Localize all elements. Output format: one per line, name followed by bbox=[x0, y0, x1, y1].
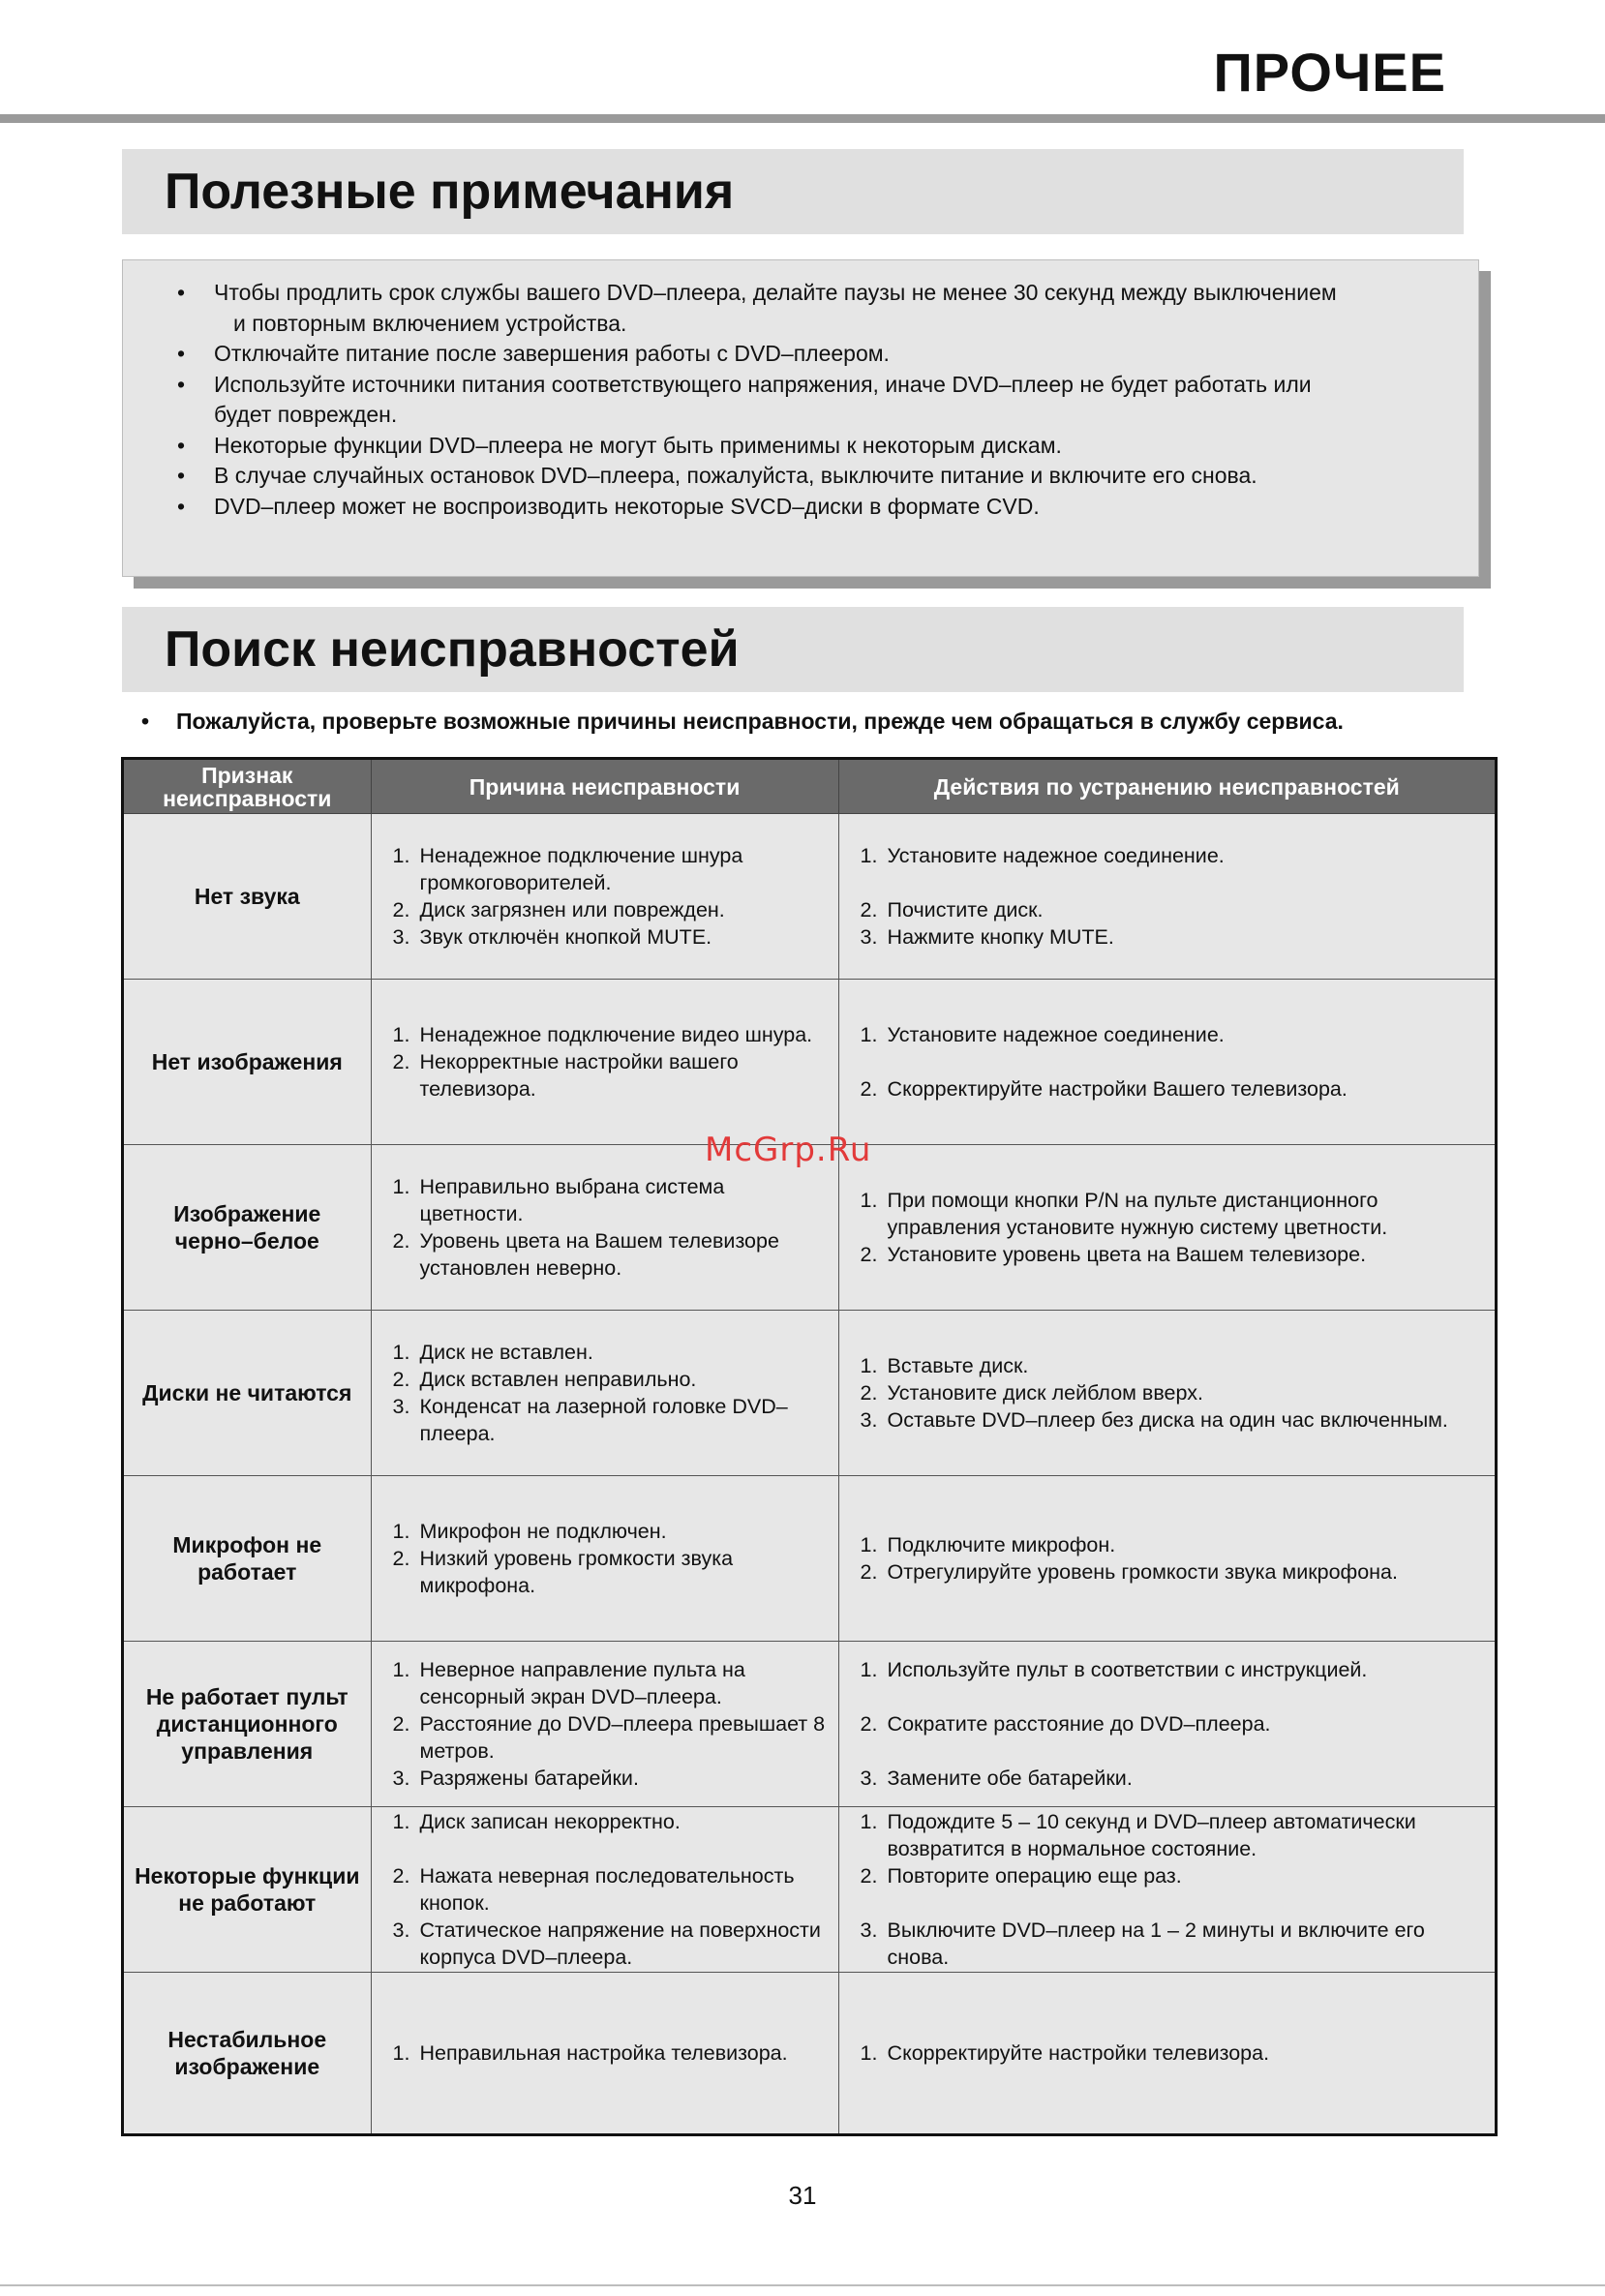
page-number: 31 bbox=[788, 2181, 817, 2210]
item-text: Ненадежное подключение видео шнура. bbox=[419, 1023, 813, 1046]
action-list bbox=[839, 1656, 1495, 1792]
item-text: Почистите диск. bbox=[887, 898, 1044, 921]
list-item bbox=[861, 1021, 1489, 1048]
fault-cause-cell bbox=[371, 1807, 838, 1973]
fault-sign-cell: Микрофон не работает bbox=[123, 1476, 372, 1642]
fault-sign-cell: Нет звука bbox=[123, 814, 372, 980]
item-text: Статическое напряжение на поверхности корпуса DVD–плеера. bbox=[419, 1918, 821, 1969]
note-item-continuation: будет поврежден. bbox=[214, 402, 398, 427]
page-header bbox=[0, 0, 1605, 124]
item-number: 2. bbox=[860, 1243, 878, 1266]
list-item bbox=[393, 1808, 833, 1835]
cause-list bbox=[372, 1339, 838, 1447]
list-item bbox=[393, 1048, 833, 1103]
list-item bbox=[393, 1366, 833, 1393]
action-list bbox=[839, 842, 1495, 951]
action-list bbox=[839, 2039, 1495, 2067]
item-text: Замените обе батарейки. bbox=[887, 1767, 1133, 1790]
table-row bbox=[123, 980, 1497, 1145]
column-header-action: Действия по устранению неисправностей bbox=[838, 759, 1496, 814]
cause-list bbox=[372, 1656, 838, 1792]
item-text: Неправильно выбрана система цветности. bbox=[419, 1175, 725, 1225]
list-item bbox=[393, 1656, 833, 1710]
item-text: Ненадежное подключение шнура громкоговорителей. bbox=[419, 844, 743, 894]
list-item bbox=[393, 1545, 833, 1599]
item-number: 3. bbox=[860, 925, 878, 949]
item-number: 3. bbox=[860, 1918, 878, 1942]
item-number: 1. bbox=[860, 1189, 878, 1212]
note-item-continuation: и повторным включением устройства. bbox=[233, 310, 627, 336]
item-text: Вставьте диск. bbox=[887, 1354, 1029, 1377]
list-item bbox=[393, 1518, 833, 1545]
item-number: 3. bbox=[392, 1395, 410, 1418]
fault-sign-cell: Нестабильное изображение bbox=[123, 1973, 372, 2135]
item-text: Некорректные настройки вашего телевизора. bbox=[419, 1050, 739, 1101]
list-item bbox=[393, 1021, 833, 1048]
item-text: Установите надежное соединение. bbox=[887, 1023, 1225, 1046]
list-item bbox=[861, 1558, 1489, 1586]
list-item bbox=[861, 1917, 1489, 1971]
table-row bbox=[123, 1973, 1497, 2135]
bullet-icon: • bbox=[177, 432, 186, 458]
item-number: 2. bbox=[392, 898, 410, 921]
item-text: Расстояние до DVD–плеера превышает 8 метров. bbox=[419, 1712, 826, 1763]
item-number: 3. bbox=[392, 1767, 410, 1790]
cause-list bbox=[372, 1173, 838, 1282]
item-text: Уровень цвета на Вашем телевизоре установлен неверно. bbox=[419, 1229, 779, 1280]
item-number: 2. bbox=[860, 1077, 878, 1101]
item-text: Установите надежное соединение. bbox=[887, 844, 1225, 867]
item-number: 2. bbox=[860, 1560, 878, 1584]
item-number: 1. bbox=[392, 844, 410, 867]
fault-cause-cell bbox=[371, 814, 838, 980]
list-item bbox=[861, 1656, 1489, 1683]
fault-action-cell bbox=[838, 1311, 1496, 1476]
bullet-icon: • bbox=[177, 371, 186, 397]
list-item bbox=[393, 1227, 833, 1282]
item-number: 1. bbox=[392, 1520, 410, 1543]
cause-list bbox=[372, 842, 838, 951]
trouble-section-title: Поиск неисправностей bbox=[165, 621, 740, 678]
item-number: 2. bbox=[392, 1368, 410, 1391]
list-item bbox=[393, 1862, 833, 1917]
list-item bbox=[861, 1808, 1489, 1862]
note-item: • Чтобы продлить срок службы вашего DVD–плеера, делайте паузы не менее 30 секунд между выключением bbox=[177, 278, 1478, 309]
table-row bbox=[123, 1311, 1497, 1476]
item-text: Нажата неверная последовательность кнопок. bbox=[419, 1864, 795, 1915]
item-number: 1. bbox=[392, 1023, 410, 1046]
item-text: Микрофон не подключен. bbox=[419, 1520, 667, 1543]
list-item bbox=[393, 923, 833, 951]
item-text: Неправильная настройка телевизора. bbox=[419, 2041, 788, 2065]
bullet-icon: • bbox=[177, 280, 186, 305]
item-number: 2. bbox=[860, 898, 878, 921]
list-item bbox=[861, 1075, 1489, 1103]
service-notice bbox=[141, 709, 1344, 735]
fault-cause-cell bbox=[371, 1145, 838, 1311]
fault-action-cell bbox=[838, 1476, 1496, 1642]
item-number: 1. bbox=[392, 1341, 410, 1364]
item-text: Подключите микрофон. bbox=[887, 1533, 1116, 1556]
fault-cause-cell bbox=[371, 980, 838, 1145]
cause-list bbox=[372, 2039, 838, 2067]
table-row bbox=[123, 814, 1497, 980]
bullet-icon: • bbox=[177, 463, 186, 488]
item-number: 3. bbox=[860, 1408, 878, 1432]
cause-list bbox=[372, 1518, 838, 1599]
table-row bbox=[123, 1807, 1497, 1973]
item-number: 2. bbox=[392, 1050, 410, 1073]
item-text: Оставьте DVD–плеер без диска на один час включенным. bbox=[887, 1408, 1448, 1432]
item-text: Разряжены батарейки. bbox=[419, 1767, 639, 1790]
item-text: Используйте пульт в соответствии с инструкцией. bbox=[887, 1658, 1368, 1681]
notes-section-title: Полезные примечания bbox=[165, 164, 735, 220]
fault-action-cell bbox=[838, 980, 1496, 1145]
action-list bbox=[839, 1021, 1495, 1103]
bullet-icon: • bbox=[177, 341, 186, 366]
item-number: 2. bbox=[392, 1864, 410, 1888]
item-number: 3. bbox=[860, 1767, 878, 1790]
list-item bbox=[861, 842, 1489, 869]
notes-list bbox=[123, 260, 1478, 522]
fault-sign-cell: Не работает пульт дистанционного управления bbox=[123, 1642, 372, 1807]
item-text: Неверное направление пульта на сенсорный экран DVD–плеера. bbox=[419, 1658, 745, 1708]
item-number: 1. bbox=[860, 1533, 878, 1556]
note-item: • Отключайте питание после завершения работы с DVD–плеером. bbox=[177, 339, 1478, 370]
item-text: Низкий уровень громкости звука микрофона. bbox=[419, 1547, 734, 1597]
item-text: Установите уровень цвета на Вашем телевизоре. bbox=[887, 1243, 1367, 1266]
list-item bbox=[861, 896, 1489, 923]
fault-sign-cell: Изображение черно–белое bbox=[123, 1145, 372, 1311]
item-number: 2. bbox=[392, 1229, 410, 1253]
list-item bbox=[393, 896, 833, 923]
action-list bbox=[839, 1808, 1495, 1971]
fault-sign-cell: Диски не читаются bbox=[123, 1311, 372, 1476]
item-number: 1. bbox=[392, 2041, 410, 2065]
list-item bbox=[861, 923, 1489, 951]
troubleshooting-table bbox=[121, 757, 1498, 2136]
bullet-icon: • bbox=[177, 493, 186, 519]
item-number: 1. bbox=[860, 1810, 878, 1833]
action-list bbox=[839, 1352, 1495, 1434]
action-list bbox=[839, 1187, 1495, 1268]
list-item bbox=[861, 1379, 1489, 1406]
item-text: При помощи кнопки P/N на пульте дистанционного управления установите нужную систему цветности. bbox=[887, 1189, 1388, 1239]
fault-sign-cell: Некоторые функции не работают bbox=[123, 1807, 372, 1973]
item-text: Скорректируйте настройки Вашего телевизора. bbox=[887, 1077, 1348, 1101]
action-list bbox=[839, 1531, 1495, 1586]
item-text: Нажмите кнопку MUTE. bbox=[887, 925, 1114, 949]
list-item bbox=[861, 1406, 1489, 1434]
list-item bbox=[393, 1710, 833, 1765]
item-text: Конденсат на лазерной головке DVD–плеера. bbox=[419, 1395, 788, 1445]
column-header-sign: Признак неисправности bbox=[123, 759, 372, 814]
list-item bbox=[861, 1765, 1489, 1792]
item-number: 1. bbox=[860, 2041, 878, 2065]
fault-action-cell bbox=[838, 814, 1496, 980]
item-text: Установите диск лейблом вверх. bbox=[887, 1381, 1203, 1405]
item-number: 3. bbox=[392, 1918, 410, 1942]
item-number: 2. bbox=[860, 1712, 878, 1736]
list-item bbox=[393, 1765, 833, 1792]
item-text: Звук отключён кнопкой MUTE. bbox=[419, 925, 712, 949]
list-item bbox=[861, 1862, 1489, 1889]
fault-sign-cell: Нет изображения bbox=[123, 980, 372, 1145]
fault-cause-cell bbox=[371, 1311, 838, 1476]
list-item bbox=[393, 1339, 833, 1366]
list-item bbox=[393, 2039, 833, 2067]
fault-cause-cell bbox=[371, 1973, 838, 2135]
item-text: Выключите DVD–плеер на 1 – 2 минуты и включите его снова. bbox=[887, 1918, 1425, 1969]
notes-section-header bbox=[122, 149, 1464, 234]
item-text: Подождите 5 – 10 секунд и DVD–плеер автоматически возвратится в нормальное состояние. bbox=[887, 1810, 1416, 1860]
list-item bbox=[861, 1187, 1489, 1241]
list-item bbox=[393, 1173, 833, 1227]
fault-action-cell bbox=[838, 1807, 1496, 1973]
item-number: 1. bbox=[860, 844, 878, 867]
item-text: Повторите операцию еще раз. bbox=[887, 1864, 1182, 1888]
list-item bbox=[861, 1710, 1489, 1737]
list-item bbox=[861, 1531, 1489, 1558]
fault-action-cell bbox=[838, 1973, 1496, 2135]
list-item bbox=[393, 842, 833, 896]
page-title: ПРОЧЕЕ bbox=[1213, 42, 1446, 103]
item-text: Сократите расстояние до DVD–плеера. bbox=[887, 1712, 1271, 1736]
item-number: 2. bbox=[860, 1381, 878, 1405]
list-item bbox=[393, 1393, 833, 1447]
item-number: 2. bbox=[392, 1712, 410, 1736]
note-item: • DVD–плеер может не воспроизводить некоторые SVCD–диски в формате CVD. bbox=[177, 492, 1478, 523]
item-number: 1. bbox=[392, 1175, 410, 1198]
item-text: Диск записан некорректно. bbox=[419, 1810, 681, 1833]
list-item bbox=[861, 2039, 1489, 2067]
item-text: Скорректируйте настройки телевизора. bbox=[887, 2041, 1270, 2065]
list-item bbox=[393, 1917, 833, 1971]
item-text: Отрегулируйте уровень громкости звука микрофона. bbox=[887, 1560, 1398, 1584]
header-rule bbox=[0, 114, 1605, 123]
note-item: • В случае случайных остановок DVD–плеера, пожалуйста, выключите питание и включите его снова. bbox=[177, 461, 1478, 492]
item-number: 1. bbox=[860, 1658, 878, 1681]
table-row bbox=[123, 1476, 1497, 1642]
notes-box bbox=[122, 259, 1479, 577]
watermark: McGrp.Ru bbox=[705, 1131, 872, 1169]
list-item bbox=[861, 1352, 1489, 1379]
table-header-row bbox=[123, 759, 1497, 814]
item-text: Диск не вставлен. bbox=[419, 1341, 593, 1364]
trouble-section-header bbox=[122, 607, 1464, 692]
service-notice-text: Пожалуйста, проверьте возможные причины неисправности, прежде чем обращаться в службу сервиса. bbox=[176, 709, 1344, 734]
column-header-cause: Причина неисправности bbox=[371, 759, 838, 814]
item-number: 1. bbox=[392, 1658, 410, 1681]
bottom-rule bbox=[0, 2284, 1605, 2286]
note-item: • Используйте источники питания соответствующего напряжения, иначе DVD–плеер не будет работать или bbox=[177, 370, 1478, 401]
item-number: 3. bbox=[392, 925, 410, 949]
fault-cause-cell bbox=[371, 1642, 838, 1807]
fault-action-cell bbox=[838, 1642, 1496, 1807]
list-item bbox=[861, 1241, 1489, 1268]
item-number: 1. bbox=[860, 1023, 878, 1046]
item-text: Диск вставлен неправильно. bbox=[419, 1368, 697, 1391]
item-number: 1. bbox=[392, 1810, 410, 1833]
note-item: • Некоторые функции DVD–плеера не могут быть применимы к некоторым дискам. bbox=[177, 431, 1478, 462]
item-text: Диск загрязнен или поврежден. bbox=[419, 898, 725, 921]
bullet-icon: • bbox=[141, 709, 150, 734]
item-number: 2. bbox=[860, 1864, 878, 1888]
fault-cause-cell bbox=[371, 1476, 838, 1642]
item-number: 1. bbox=[860, 1354, 878, 1377]
fault-action-cell bbox=[838, 1145, 1496, 1311]
cause-list bbox=[372, 1021, 838, 1103]
table-row bbox=[123, 1642, 1497, 1807]
table-row bbox=[123, 1145, 1497, 1311]
item-number: 2. bbox=[392, 1547, 410, 1570]
cause-list bbox=[372, 1808, 838, 1971]
